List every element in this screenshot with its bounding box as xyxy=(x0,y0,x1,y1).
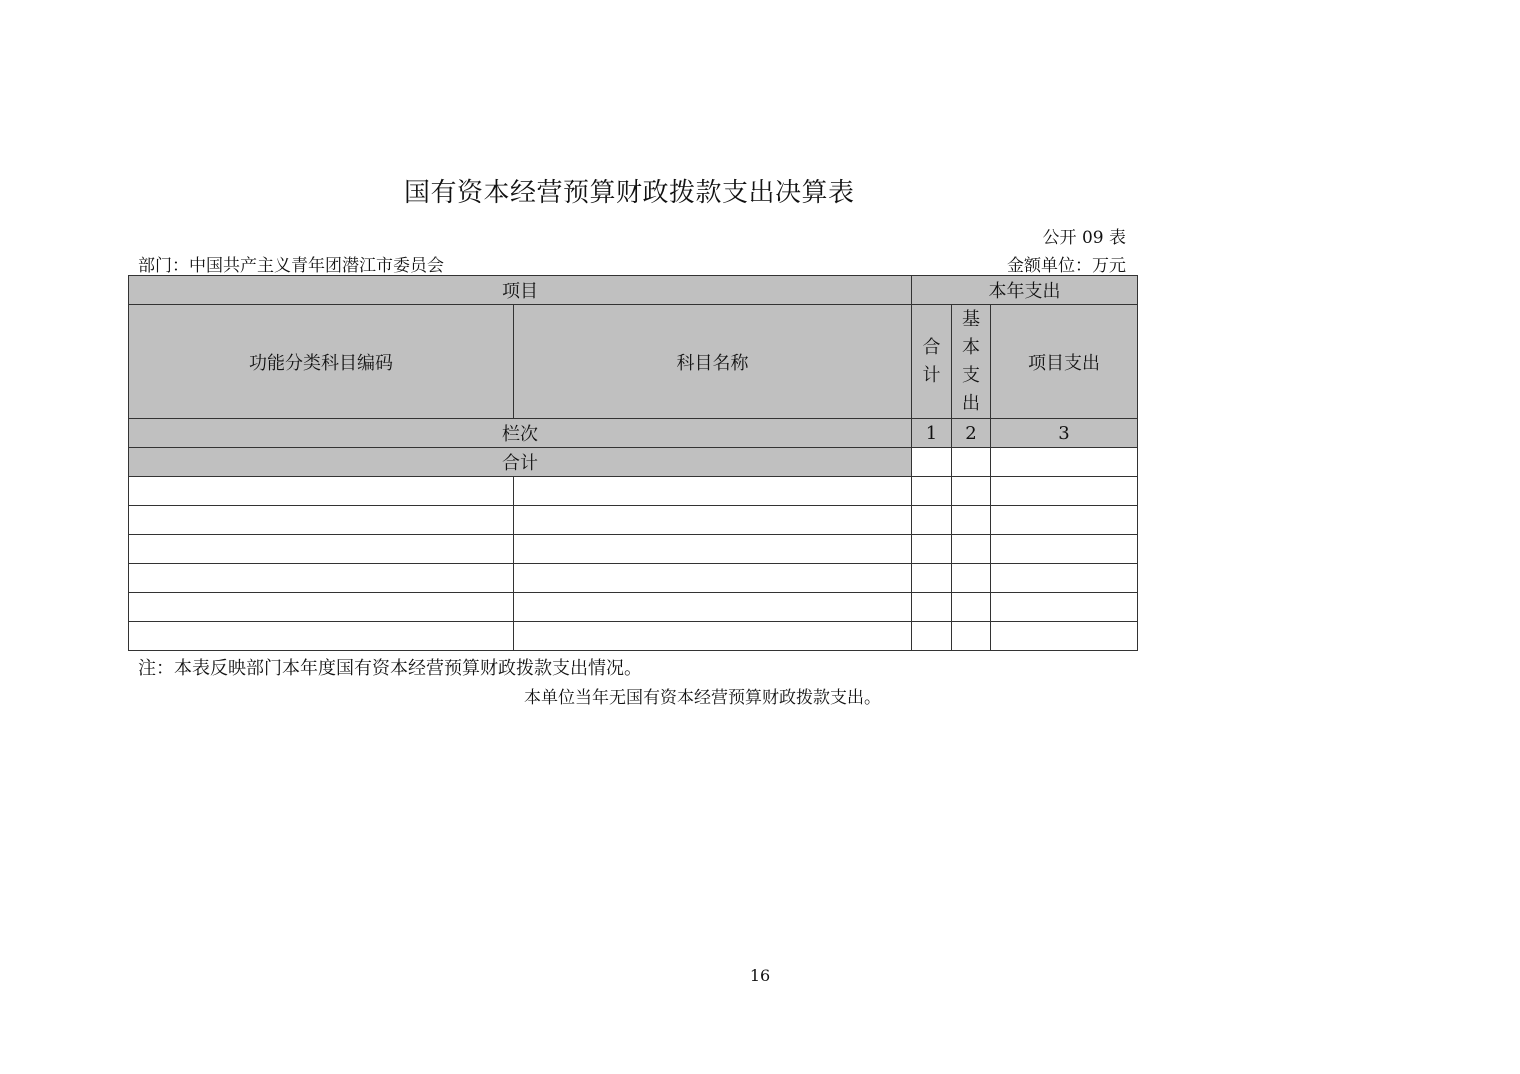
table-cell xyxy=(991,506,1138,535)
table-row xyxy=(129,506,1138,535)
header-year-expense: 本年支出 xyxy=(912,276,1138,305)
table-cell xyxy=(514,477,912,506)
col-project-header: 项目支出 xyxy=(991,305,1138,419)
col-total-label: 合计 xyxy=(922,336,941,386)
table-cell xyxy=(129,506,514,535)
table-cell xyxy=(991,477,1138,506)
table-row xyxy=(129,593,1138,622)
col-code-header: 功能分类科目编码 xyxy=(129,305,514,419)
table-cell xyxy=(514,622,912,651)
table-header-row xyxy=(129,276,1138,305)
table-cell xyxy=(991,593,1138,622)
column-number-label: 栏次 xyxy=(129,419,912,448)
column-number-2: 2 xyxy=(952,419,991,448)
total-label: 合计 xyxy=(129,448,912,477)
table-cell xyxy=(912,622,952,651)
column-number-row xyxy=(129,419,1138,448)
table-cell xyxy=(952,477,991,506)
total-cell xyxy=(912,448,952,477)
form-code: 公开 09 表 xyxy=(1042,228,1126,248)
no-expense-statement: 本单位当年无国有资本经营预算财政拨款支出。 xyxy=(524,688,881,708)
total-project-cell xyxy=(991,448,1138,477)
table-row xyxy=(129,564,1138,593)
total-basic-cell xyxy=(952,448,991,477)
table-row xyxy=(129,535,1138,564)
table-cell xyxy=(991,564,1138,593)
table-cell xyxy=(129,535,514,564)
table-cell xyxy=(952,564,991,593)
table-cell xyxy=(952,535,991,564)
table-cell xyxy=(514,535,912,564)
table-cell xyxy=(912,506,952,535)
expenditure-table xyxy=(128,275,1138,651)
table-cell xyxy=(129,564,514,593)
table-subheader-row xyxy=(129,305,1138,419)
column-number-1: 1 xyxy=(912,419,952,448)
table-cell xyxy=(129,622,514,651)
col-basic-header xyxy=(952,305,991,419)
table-cell xyxy=(912,564,952,593)
col-name-header: 科目名称 xyxy=(514,305,912,419)
col-total-header xyxy=(912,305,952,419)
page-title: 国有资本经营预算财政拨款支出决算表 xyxy=(404,178,855,208)
table-cell xyxy=(952,593,991,622)
table-cell xyxy=(912,593,952,622)
table-cell xyxy=(129,593,514,622)
header-item: 项目 xyxy=(129,276,912,305)
table-note: 注：本表反映部门本年度国有资本经营预算财政拨款支出情况。 xyxy=(138,658,642,679)
table-cell xyxy=(129,477,514,506)
table-cell xyxy=(952,622,991,651)
table-row xyxy=(129,477,1138,506)
table-cell xyxy=(514,593,912,622)
department-label: 部门：中国共产主义青年团潜江市委员会 xyxy=(138,256,444,276)
table-row xyxy=(129,622,1138,651)
amount-unit: 金额单位：万元 xyxy=(1007,256,1126,276)
table-cell xyxy=(991,622,1138,651)
table-cell xyxy=(912,477,952,506)
column-number-3: 3 xyxy=(991,419,1138,448)
table-cell xyxy=(952,506,991,535)
table-cell xyxy=(991,535,1138,564)
page-number: 16 xyxy=(749,966,771,985)
table-cell xyxy=(514,506,912,535)
table-cell xyxy=(912,535,952,564)
total-row xyxy=(129,448,1138,477)
col-basic-label: 基本支出 xyxy=(961,308,980,414)
table-cell xyxy=(514,564,912,593)
